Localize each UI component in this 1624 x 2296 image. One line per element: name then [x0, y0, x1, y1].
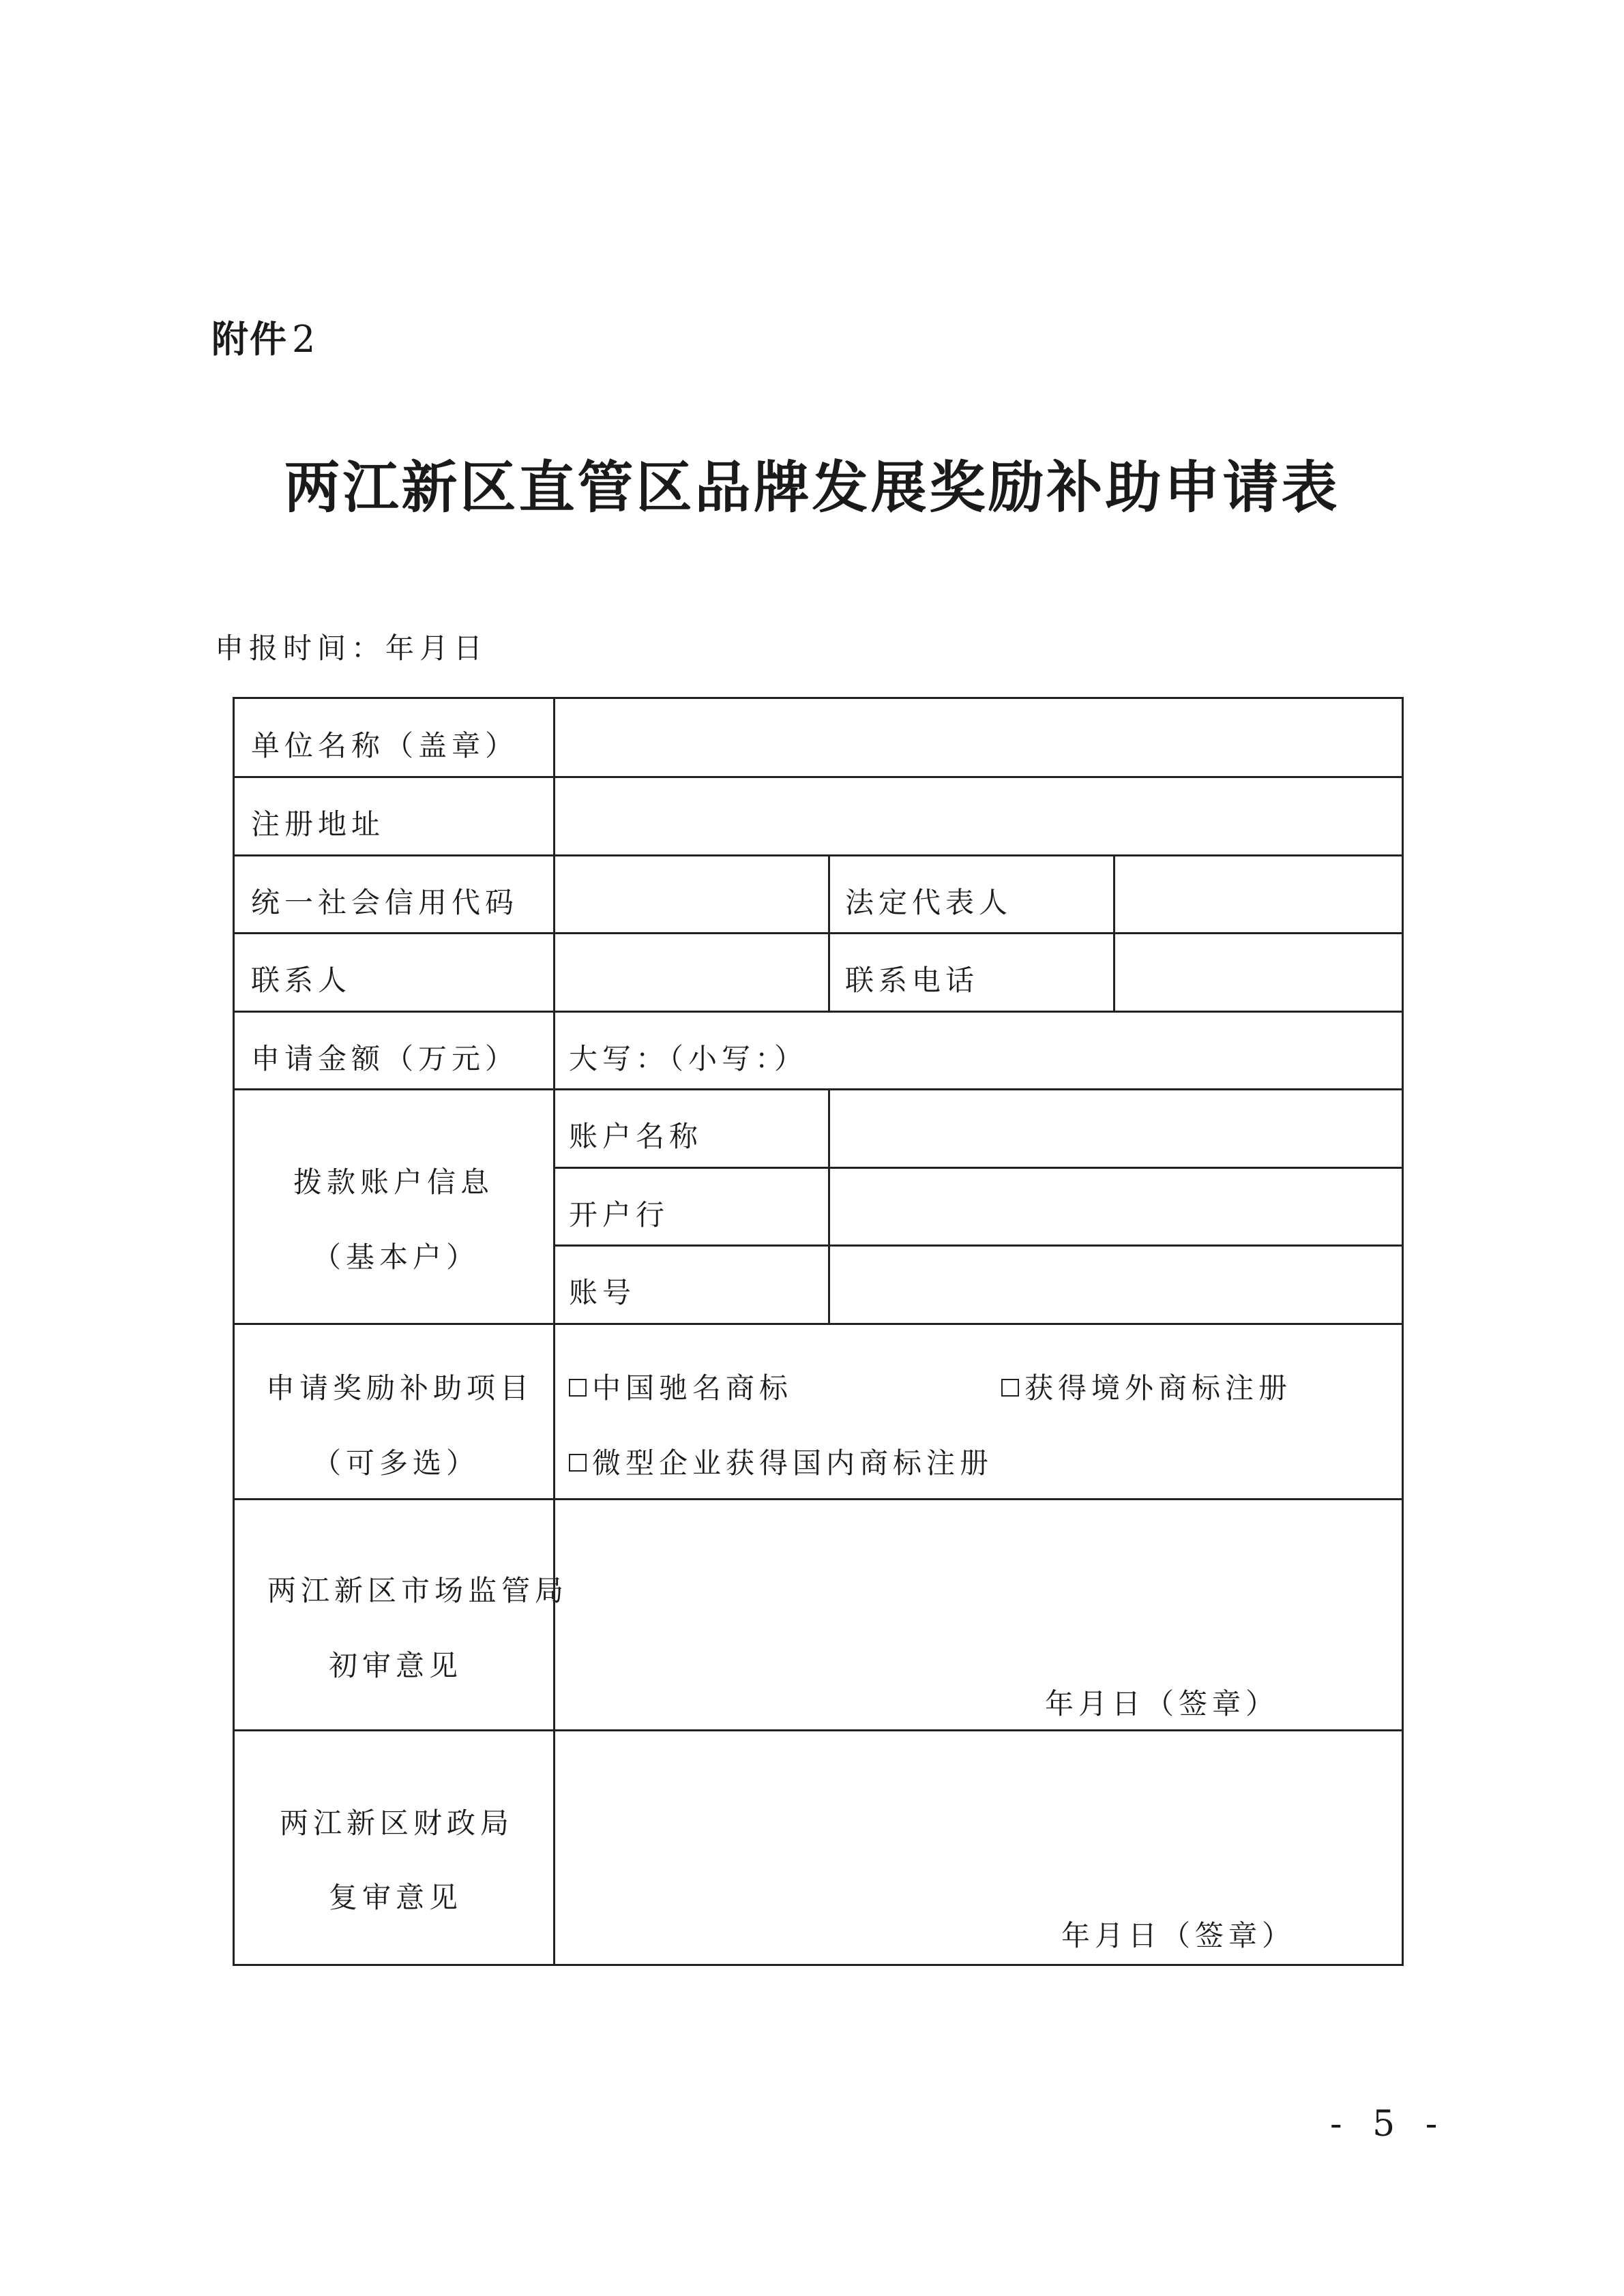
bank-info-sub-label: （基本户） [312, 1240, 480, 1274]
option-label: 微型企业获得国内商标注册 [592, 1446, 994, 1480]
option-overseas-registration[interactable] [1001, 1371, 1293, 1405]
column-divider [553, 699, 555, 1964]
market-review-sign: 年月日（签章） [1045, 1687, 1280, 1720]
finance-review-sign: 年月日（签章） [1061, 1919, 1296, 1952]
account-name-label: 账户名称 [569, 1120, 703, 1153]
checkbox-icon[interactable] [569, 1454, 587, 1472]
row-divider [235, 1323, 1402, 1325]
row-divider [235, 854, 1402, 856]
column-divider [1113, 854, 1115, 1011]
application-form-table [233, 697, 1404, 1966]
row-divider [235, 776, 1402, 778]
credit-code-label: 统一社会信用代码 [251, 886, 519, 919]
market-review-label: 两江新区市场监管局 [267, 1574, 569, 1607]
page-number: - 5 - [1330, 2104, 1447, 2145]
page-title: 两江新区直管区品牌发展奖励补助申请表 [284, 455, 1340, 520]
finance-review-label: 两江新区财政局 [280, 1806, 514, 1840]
unit-name-label: 单位名称（盖章） [251, 729, 519, 762]
report-date: 申报时间：年月日 [215, 631, 488, 665]
row-divider [553, 1244, 1402, 1247]
row-divider [235, 932, 1402, 934]
row-divider [235, 1088, 1402, 1090]
checkbox-icon[interactable] [1001, 1379, 1019, 1397]
account-no-label: 账号 [569, 1276, 636, 1309]
reg-address-label: 注册地址 [251, 807, 385, 841]
amount-value: 大写：（小写：） [569, 1042, 808, 1075]
option-label: 获得境外商标注册 [1024, 1371, 1293, 1405]
option-label: 中国驰名商标 [592, 1371, 793, 1405]
option-micro-enterprise-registration[interactable] [569, 1446, 994, 1480]
amount-label: 申请金额（万元） [251, 1042, 519, 1075]
attachment-number: 2 [292, 318, 317, 361]
market-review-sub-label: 初审意见 [329, 1649, 463, 1682]
bank-info-label: 拨款账户信息 [293, 1165, 494, 1199]
project-sub-label: （可多选） [312, 1446, 480, 1480]
attachment-text: 附件 [211, 318, 288, 361]
row-divider [235, 1498, 1402, 1500]
column-divider [828, 854, 830, 1011]
column-divider [828, 1088, 830, 1323]
row-divider [235, 1011, 1402, 1013]
row-divider [235, 1729, 1402, 1731]
option-famous-trademark[interactable] [569, 1371, 793, 1405]
attachment-label [211, 310, 316, 363]
phone-label: 联系电话 [845, 964, 979, 997]
row-divider [553, 1167, 1402, 1169]
project-label: 申请奖励补助项目 [266, 1371, 534, 1405]
contact-label: 联系人 [251, 964, 352, 997]
finance-review-sub-label: 复审意见 [329, 1881, 463, 1914]
bank-label: 开户行 [569, 1198, 670, 1232]
legal-rep-label: 法定代表人 [845, 886, 1013, 919]
checkbox-icon[interactable] [569, 1379, 587, 1397]
